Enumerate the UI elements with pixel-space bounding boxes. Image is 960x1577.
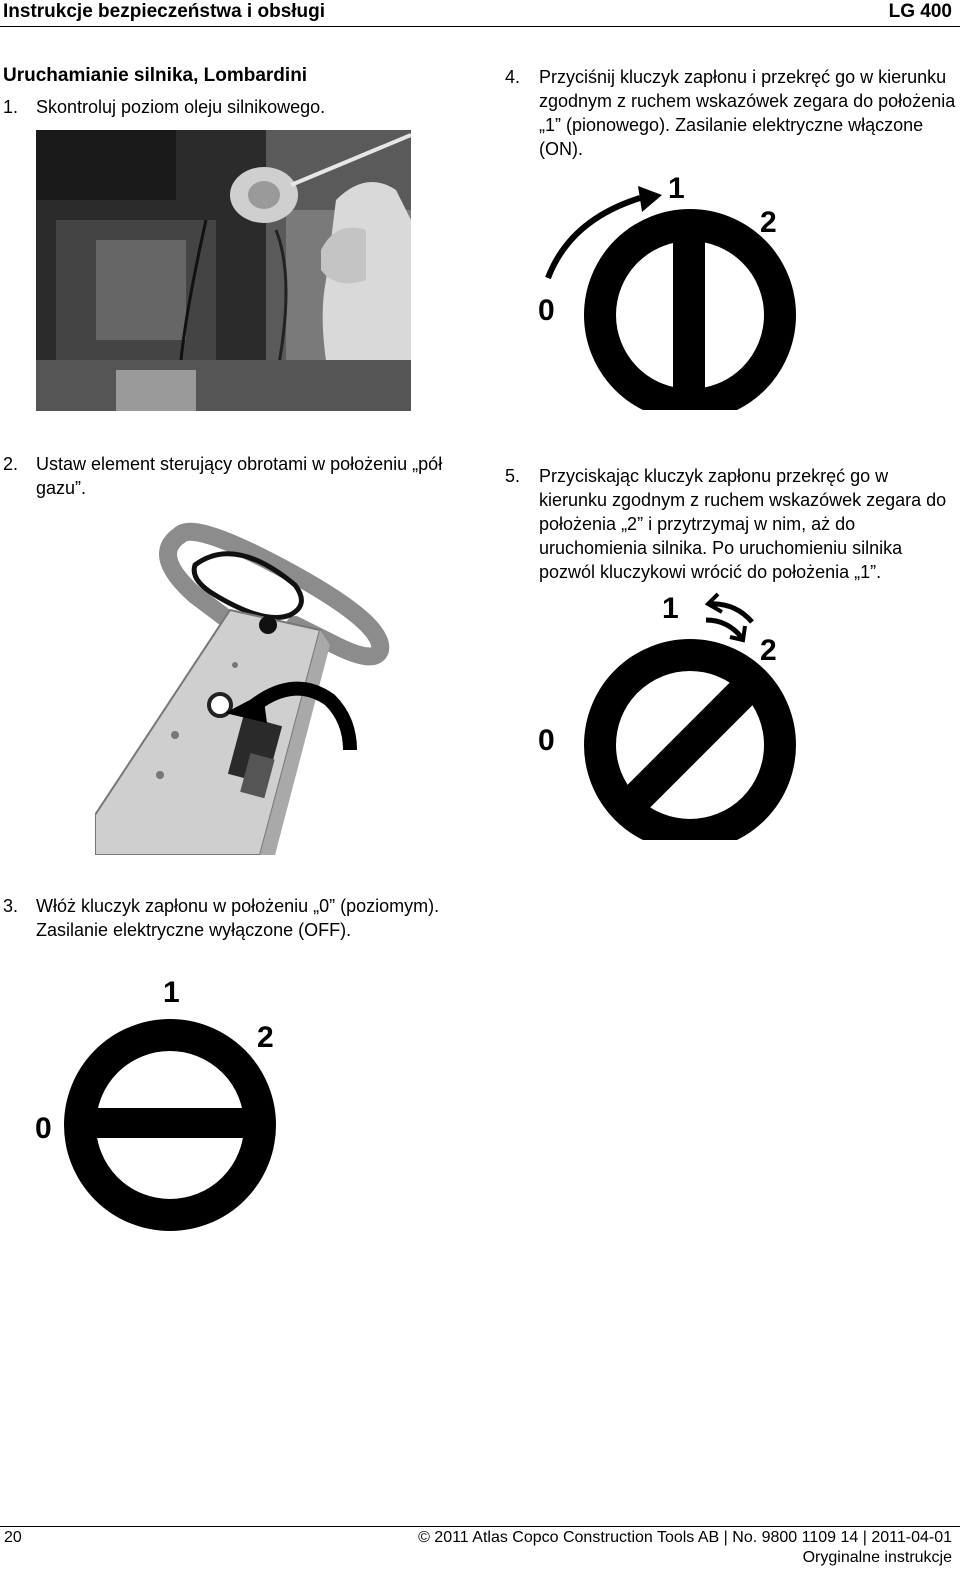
throttle-handle-illustration [95, 515, 390, 855]
step-3-number: 3. [3, 896, 19, 916]
dial-start-label-2: 2 [760, 634, 777, 667]
step-1-number: 1. [3, 97, 19, 117]
page-number: 20 [4, 1529, 22, 1546]
dial-off-label-0: 0 [35, 1112, 52, 1145]
dial-on-label-0: 0 [538, 294, 555, 327]
section-title: Uruchamianie silnika, Lombardini [3, 65, 308, 86]
step-5 [505, 464, 957, 584]
step-2-text: Ustaw element sterujący obrotami w położeniu „pół gazu”. [36, 454, 443, 498]
step-1 [3, 95, 463, 119]
step-4-text: Przyciśnij kluczyk zapłonu i przekręć go w kierunku zgodnym z ruchem wskazówek zegara do położenia „1” (pionowego). Zasilanie elektryczne włączone (ON). [539, 67, 956, 159]
dial-on-label-1: 1 [668, 172, 685, 205]
footer-rule [0, 1526, 960, 1527]
dial-start-label-1: 1 [662, 592, 679, 625]
ignition-dial-start [530, 590, 800, 840]
footer-copyright: © 2011 Atlas Copco Construction Tools AB | No. 9800 1109 14 | 2011-04-01 [418, 1529, 952, 1546]
ignition-dial-off [25, 970, 300, 1240]
dial-start-label-0: 0 [538, 724, 555, 757]
step-3-text: Włóż kluczyk zapłonu w położeniu „0” (poziomym). Zasilanie elektryczne wyłączone (OFF). [36, 896, 440, 940]
dial-off-label-2: 2 [257, 1021, 274, 1054]
step-5-number: 5. [505, 466, 521, 486]
dial-on-label-2: 2 [760, 206, 777, 239]
step-1-text: Skontroluj poziom oleju silnikowego. [36, 97, 326, 117]
step-2-number: 2. [3, 454, 19, 474]
engine-oil-photo [36, 130, 411, 411]
header-title: Instrukcje bezpieczeństwa i obsługi [3, 1, 326, 22]
step-5-text: Przyciskając kluczyk zapłonu przekręć go w kierunku zgodnym z ruchem wskazówek zegara do położenia „2” i przytrzymaj w nim, aż do uruchomienia silnika. Po uruchomieniu silnika pozwól kluczykowi wrócić do położenia „1”. [539, 466, 947, 582]
step-2 [3, 452, 463, 500]
ignition-dial-on [530, 170, 800, 410]
header-model: LG 400 [888, 1, 952, 22]
step-4 [505, 65, 957, 161]
dial-off-label-1: 1 [163, 976, 180, 1009]
footer-note: Oryginalne instrukcje [802, 1549, 952, 1566]
step-3 [3, 894, 463, 966]
step-4-number: 4. [505, 67, 521, 87]
